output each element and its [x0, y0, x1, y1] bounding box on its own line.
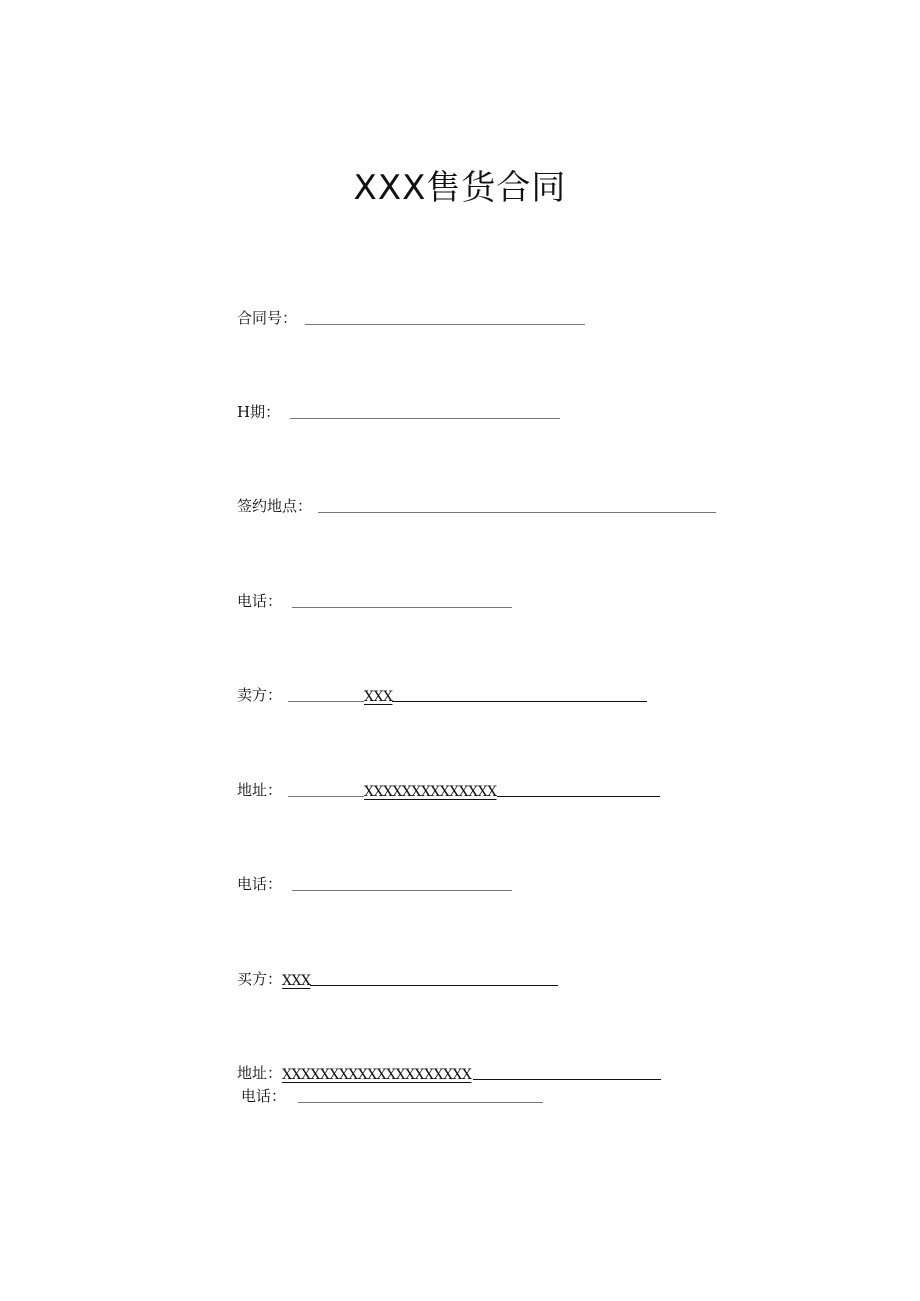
date-label: H期：	[237, 403, 281, 421]
buyer-address-value: XXXXXXXXXXXXXXXXXXXX	[282, 1067, 472, 1083]
seller-field	[237, 681, 647, 705]
sign-place-blank	[318, 511, 716, 513]
seller-address-blank-before	[288, 795, 364, 797]
seller-blank-after	[392, 700, 647, 702]
contract-number-label: 合同号：	[237, 309, 298, 327]
buyer-address-blank-after	[473, 1078, 661, 1080]
buyer-name-value: XXX	[282, 973, 311, 989]
seller-address-blank-after	[497, 795, 660, 797]
seller-address-field	[237, 776, 660, 800]
buyer-field	[237, 965, 558, 989]
buyer-address-field	[237, 1059, 661, 1083]
buyer-address-label: 地址：	[237, 1064, 283, 1082]
contract-number-field	[237, 304, 585, 328]
contract-number-blank	[305, 323, 585, 325]
seller-blank-before	[288, 700, 364, 702]
document-title: XXX售货合同	[353, 168, 567, 208]
phone-label: 电话：	[237, 592, 283, 610]
phone-field	[237, 587, 512, 611]
buyer-phone-label: 电话：	[241, 1087, 287, 1105]
buyer-phone-blank	[298, 1101, 543, 1103]
buyer-blank-after	[310, 984, 558, 986]
buyer-label: 买方：	[237, 970, 283, 988]
seller-address-label: 地址：	[237, 781, 283, 799]
seller-address-value: XXXXXXXXXXXXXX	[364, 784, 497, 800]
seller-phone-field	[237, 870, 512, 894]
phone-blank	[292, 606, 512, 608]
seller-name-value: XXX	[364, 689, 393, 705]
seller-phone-label: 电话：	[237, 875, 283, 893]
sign-place-label: 签约地点：	[237, 497, 313, 515]
sign-place-field	[237, 492, 716, 516]
date-blank	[290, 417, 560, 419]
date-field	[237, 398, 560, 422]
seller-phone-blank	[292, 889, 512, 891]
seller-label: 卖方：	[237, 686, 283, 704]
buyer-phone-field	[241, 1082, 543, 1106]
